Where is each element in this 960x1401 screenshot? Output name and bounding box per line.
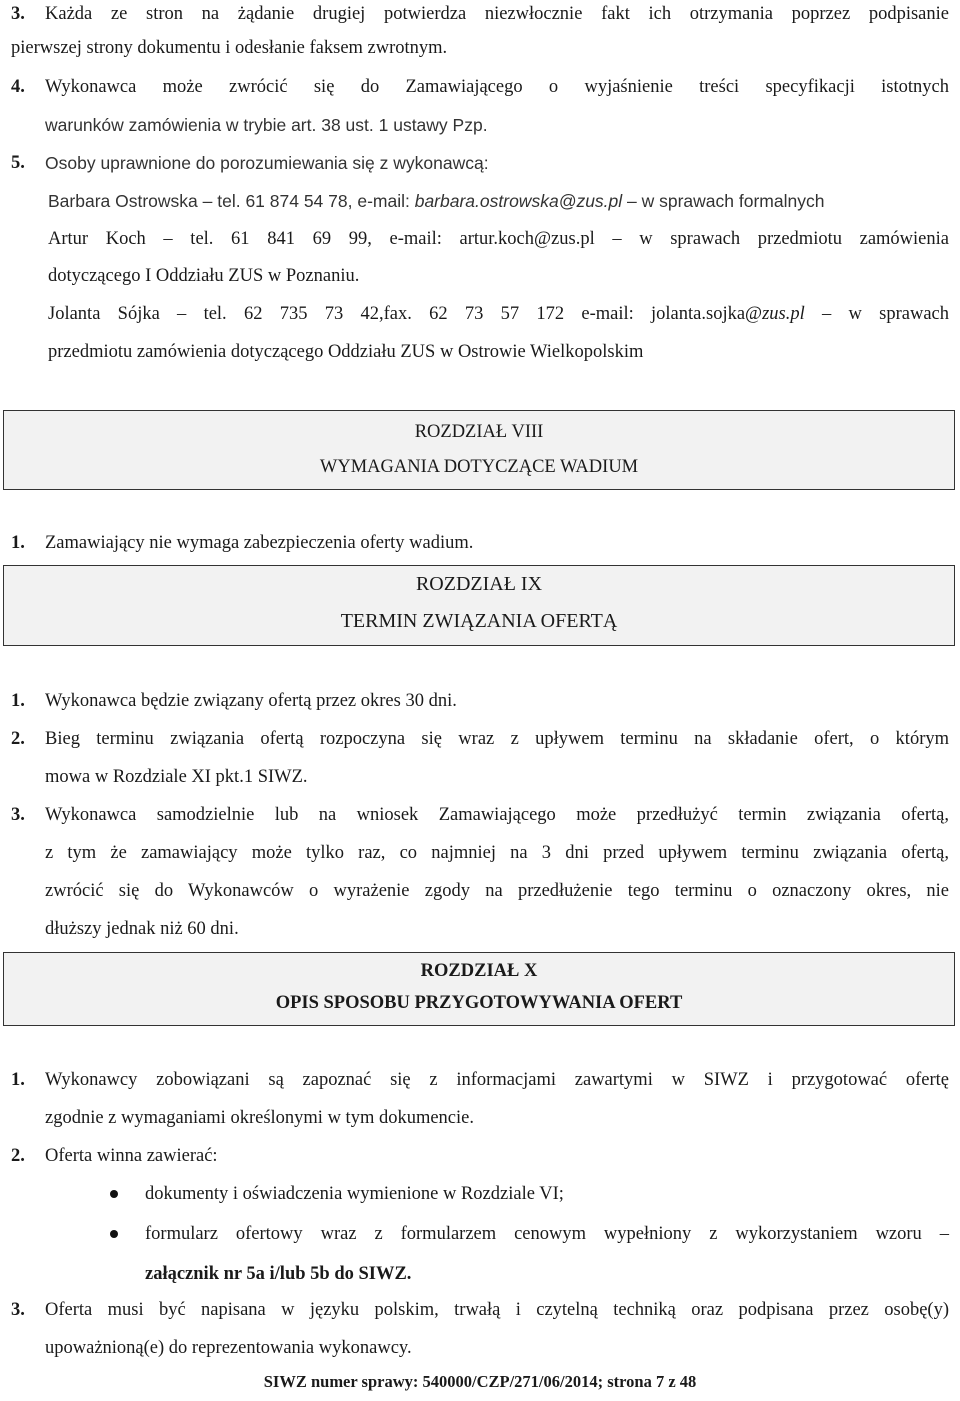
paragraph-line: zwrócić się do Wykonawców o wyrażenie zgody na przedłużenie tego terminu o oznaczony okres, nie xyxy=(45,881,949,901)
chapter-heading: ROZDZIAŁ IX xyxy=(415,573,543,595)
contact-text: Jolanta Sójka – tel. 62 735 73 42,fax. 62 73 57 172 e-mail: jolanta.sojka@ xyxy=(48,304,763,324)
item-number: 2. xyxy=(11,1146,25,1166)
contact-line: przedmiotu zamówienia dotyczącego Oddziału ZUS w Ostrowie Wielkopolskim xyxy=(48,342,644,362)
chapter-heading: ROZDZIAŁ VIII xyxy=(414,422,544,442)
paragraph-line: Wykonawca będzie związany ofertą przez okres 30 dni. xyxy=(45,691,457,711)
contact-line: Artur Koch – tel. 61 841 69 99, e-mail: artur.koch@zus.pl – w sprawach przedmiotu zamówienia xyxy=(48,229,949,249)
paragraph-line: dłuższy jednak niż 60 dni. xyxy=(45,919,239,939)
chapter-title: WYMAGANIA DOTYCZĄCE WADIUM xyxy=(319,457,639,477)
paragraph-line: Wykonawca samodzielnie lub na wniosek Zamawiającego może przedłużyć termin związania ofertą, xyxy=(45,805,949,825)
contact-text: – w sprawach formalnych xyxy=(622,191,825,211)
paragraph-line: Osoby uprawnione do porozumiewania się z wykonawcą: xyxy=(45,153,489,173)
paragraph-line: mowa w Rozdziale XI pkt.1 SIWZ. xyxy=(45,767,308,787)
contact-text: – w sprawach xyxy=(804,304,949,324)
chapter-header-box xyxy=(3,952,955,1026)
list-item: formularz ofertowy wraz z formularzem cenowym wypełniony z wykorzystaniem wzoru – xyxy=(145,1224,949,1244)
item-number: 2. xyxy=(11,729,25,749)
list-item: dokumenty i oświadczenia wymienione w Rozdziale VI; xyxy=(145,1184,564,1204)
paragraph-line: Wykonawcy zobowiązani są zapoznać się z informacjami zawartymi w SIWZ i przygotować ofertę xyxy=(45,1070,949,1090)
contact-email[interactable]: zus.pl xyxy=(762,304,805,324)
list-item: załącznik nr 5a i/lub 5b do SIWZ. xyxy=(145,1264,412,1284)
item-number: 4. xyxy=(11,77,25,97)
paragraph-line: Wykonawca może zwrócić się do Zamawiającego o wyjaśnienie treści specyfikacji istotnych xyxy=(45,77,949,97)
contact-line xyxy=(48,302,949,326)
chapter-heading: ROZDZIAŁ X xyxy=(420,961,538,981)
bullet-icon xyxy=(110,1230,118,1238)
page-footer: SIWZ numer sprawy: 540000/CZP/271/06/2014; strona 7 z 48 xyxy=(263,1372,697,1391)
bullet-icon xyxy=(110,1190,118,1198)
chapter-header-box xyxy=(3,410,955,490)
contact-line: dotyczącego I Oddziału ZUS w Poznaniu. xyxy=(48,266,360,286)
chapter-title: TERMIN ZWIĄZANIA OFERTĄ xyxy=(340,610,618,632)
paragraph-line: zgodnie z wymaganiami określonymi w tym dokumencie. xyxy=(45,1108,474,1128)
chapter-header-box xyxy=(3,565,955,646)
paragraph-line: Każda ze stron na żądanie drugiej potwierdza niezwłocznie fakt ich otrzymania poprzez podpisanie xyxy=(45,4,949,24)
paragraph-line: upoważnioną(e) do reprezentowania wykonawcy. xyxy=(45,1338,412,1358)
item-number: 3. xyxy=(11,4,25,24)
paragraph-line: pierwszej strony dokumentu i odesłanie faksem zwrotnym. xyxy=(11,38,448,58)
item-number: 3. xyxy=(11,805,25,825)
contact-line xyxy=(48,189,824,213)
paragraph-line: Oferta winna zawierać: xyxy=(45,1146,218,1166)
item-number: 3. xyxy=(11,1300,25,1320)
paragraph-line: warunków zamówienia w trybie art. 38 ust. 1 ustawy Pzp. xyxy=(45,115,488,135)
paragraph-line: Bieg terminu związania ofertą rozpoczyna się wraz z upływem terminu na składanie ofert, o którym xyxy=(45,729,949,749)
paragraph-line: Oferta musi być napisana w języku polskim, trwałą i czytelną techniką oraz podpisana przez osobę(y) xyxy=(45,1300,949,1320)
paragraph-line: Zamawiający nie wymaga zabezpieczenia oferty wadium. xyxy=(45,533,474,553)
item-number: 1. xyxy=(11,533,25,553)
paragraph-line: z tym że zamawiający może tylko raz, co najmniej na 3 dni przed upływem terminu związania ofertą, xyxy=(45,843,949,863)
chapter-title: OPIS SPOSOBU PRZYGOTOWYWANIA OFERT xyxy=(275,993,683,1013)
contact-text: Barbara Ostrowska – tel. 61 874 54 78, e-mail: xyxy=(48,191,415,211)
item-number: 1. xyxy=(11,691,25,711)
item-number: 5. xyxy=(11,153,25,173)
contact-email[interactable]: barbara.ostrowska@zus.pl xyxy=(414,191,623,211)
item-number: 1. xyxy=(11,1070,25,1090)
